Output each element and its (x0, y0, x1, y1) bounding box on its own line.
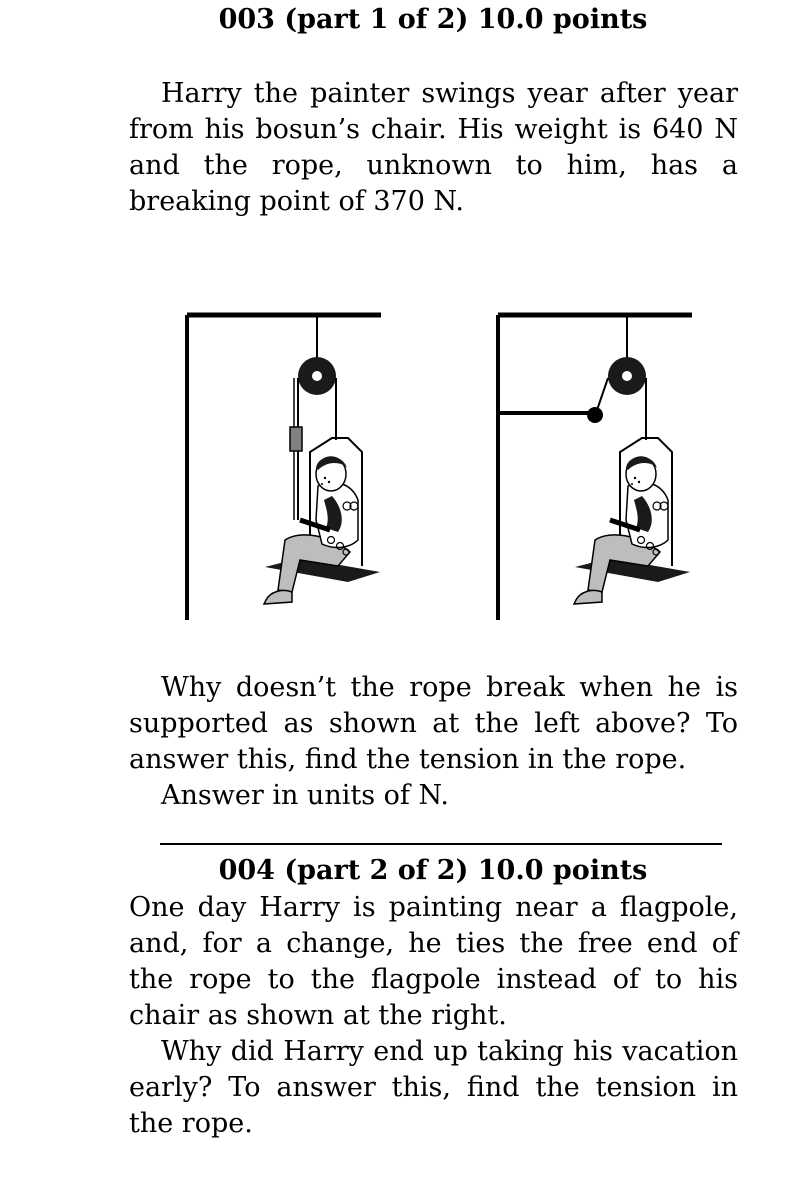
right-painter (574, 438, 690, 604)
section-divider (160, 843, 722, 845)
part1-heading: 003 (part 1 of 2) 10.0 points (218, 4, 648, 35)
left-pulley (298, 357, 336, 395)
part2-body (129, 890, 738, 1142)
part1-question (129, 670, 738, 814)
part1-intro-text: Harry the painter swings year after year from his bosun’s chair. His weight is 640 N and the rope, unknown to him, has a breaking point of 370 N. (129, 78, 738, 217)
part2-text1: One day Harry is painting near a flagpole, and, for a change, he ties the free end of the rope to the flagpole instead of to his chair as shown at the right. (129, 892, 738, 1031)
part2-text2: Why did Harry end up taking his vacation early? To answer this, find the tension in the rope. (129, 1036, 738, 1139)
right-pulley (608, 357, 646, 395)
part1-question-text: Why doesn’t the rope break when he is supported as shown at the left above? To answer this, find the tension in the rope. (129, 672, 738, 775)
part1-answer-units: Answer in units of N. (161, 780, 449, 811)
part2-heading: 004 (part 2 of 2) 10.0 points (218, 855, 648, 886)
left-painter (264, 438, 380, 604)
